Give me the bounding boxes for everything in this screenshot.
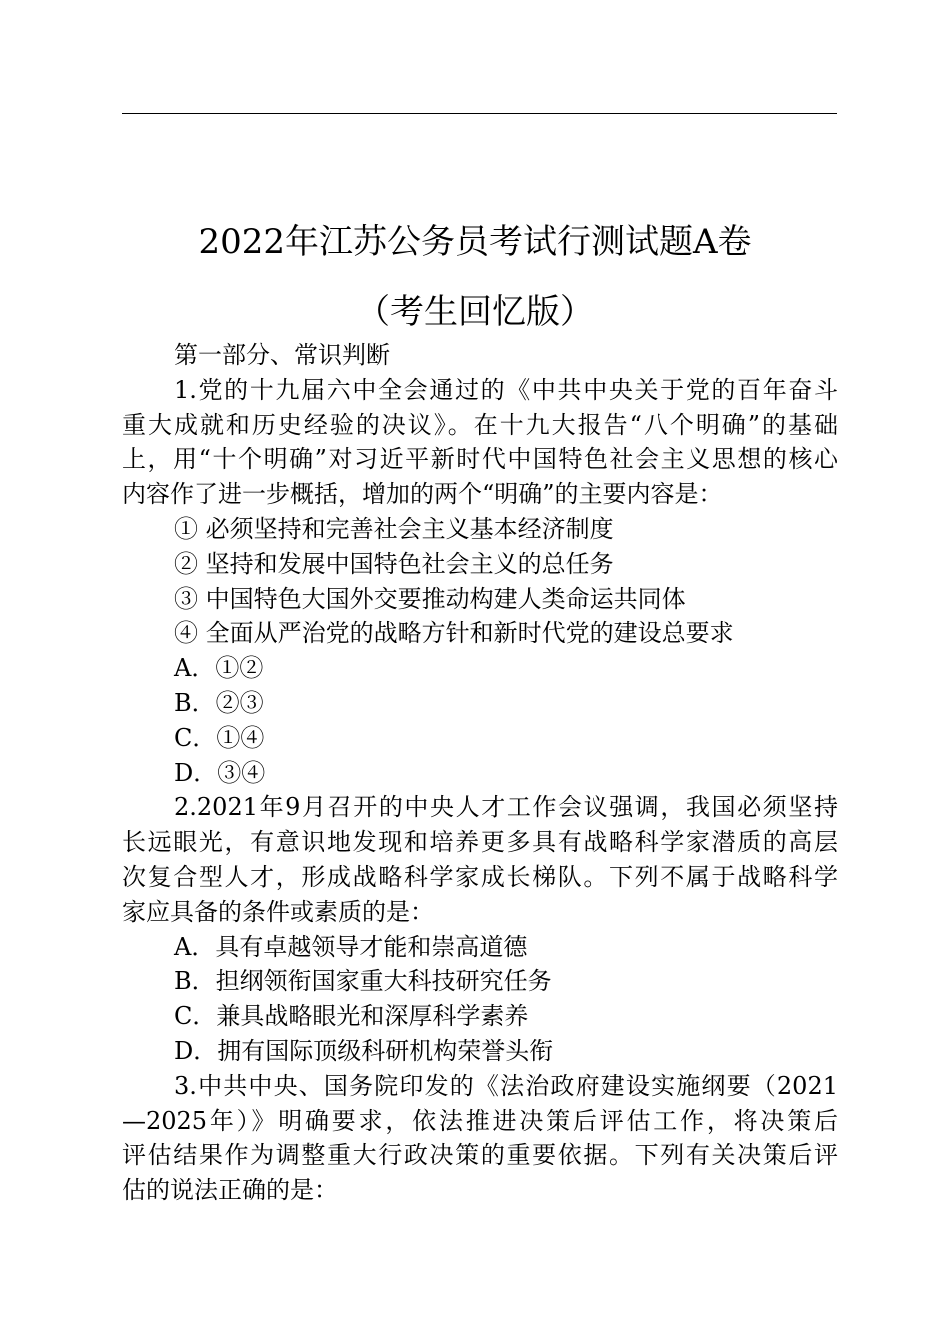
document-body xyxy=(122,338,838,1208)
question-1-line: 1.党的十九届六中全会通过的《中共中央关于党的百年奋斗 xyxy=(174,375,838,404)
document-title: 2022年江苏公务员考试行测试题A卷 xyxy=(198,222,752,262)
question-1-option-a: A．①② xyxy=(174,654,264,683)
question-1-statement: ④ 全面从严治党的战略方针和新时代党的建设总要求 xyxy=(174,619,734,648)
question-1-line: 内容作了进一步概括，增加的两个“明确”的主要内容是： xyxy=(122,480,723,509)
header-rule xyxy=(122,113,837,114)
question-3-line: 估的说法正确的是： xyxy=(122,1176,338,1205)
question-1-option-d: D．③④ xyxy=(174,758,266,787)
question-1-option-c: C．①④ xyxy=(174,723,265,752)
question-2-line: 次复合型人才，形成战略科学家成长梯队。下列不属于战略科学 xyxy=(122,862,838,891)
question-3-line: —2025年）》明确要求，依法推进决策后评估工作，将决策后 xyxy=(122,1106,838,1135)
question-2-option-b: B．担纲领衔国家重大科技研究任务 xyxy=(174,967,552,996)
question-1-statement: ② 坚持和发展中国特色社会主义的总任务 xyxy=(174,549,614,578)
question-1-statement: ③ 中国特色大国外交要推动构建人类命运共同体 xyxy=(174,584,686,613)
document-subtitle: （考生回忆版） xyxy=(356,292,594,332)
section-heading: 第一部分、常识判断 xyxy=(174,341,390,369)
question-2-line: 2.2021年9月召开的中央人才工作会议强调，我国必须坚持 xyxy=(174,793,838,822)
question-3-line: 评估结果作为调整重大行政决策的重要依据。下列有关决策后评 xyxy=(122,1141,838,1170)
question-1-line: 重大成就和历史经验的决议》。在十九大报告“八个明确”的基础 xyxy=(122,410,838,439)
question-2-line: 家应具备的条件或素质的是： xyxy=(122,897,434,926)
question-1-line: 上，用“十个明确”对习近平新时代中国特色社会主义思想的核心 xyxy=(122,445,838,474)
question-3-line: 3.中共中央、国务院印发的《法治政府建设实施纲要（2021 xyxy=(174,1071,838,1100)
question-1-statement: ① 必须坚持和完善社会主义基本经济制度 xyxy=(174,514,614,543)
question-2-option-a: A．具有卓越领导才能和崇高道德 xyxy=(174,932,528,961)
question-1-option-b: B．②③ xyxy=(174,688,264,717)
question-2-option-d: D．拥有国际顶级科研机构荣誉头衔 xyxy=(174,1036,554,1065)
question-2-line: 长远眼光，有意识地发现和培养更多具有战略科学家潜质的高层 xyxy=(122,828,838,857)
question-2-option-c: C．兼具战略眼光和深厚科学素养 xyxy=(174,1002,529,1031)
